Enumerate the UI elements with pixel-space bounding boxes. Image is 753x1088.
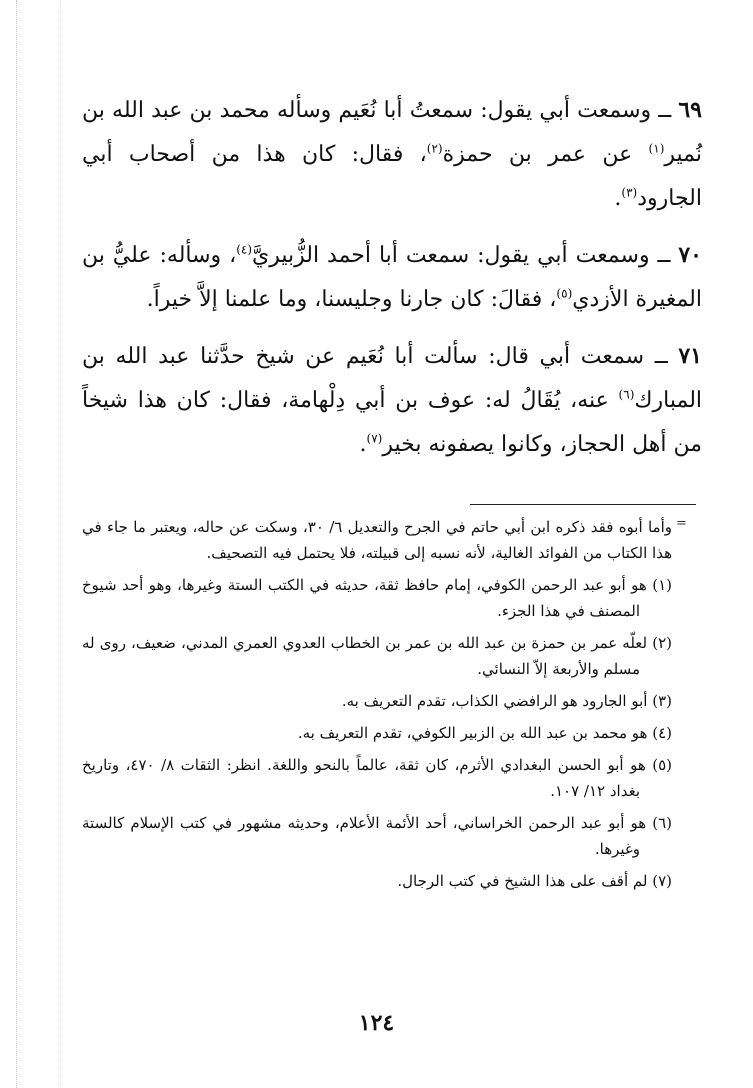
footnote-7 [82,868,672,894]
footnote-3 [82,688,672,714]
page-number: ١٢٤ [358,1010,395,1036]
continuation-mark: = [676,516,687,531]
footnotes [82,514,672,900]
footnote-number: (١) [652,576,672,594]
footnote-number: (٦) [652,814,672,832]
footnote-2 [82,630,672,682]
paragraph-text: عن عمر بن حمزة [442,142,649,167]
footnote-ref[interactable]: (٧) [366,431,383,446]
paragraph-text: ــ وسمعت أبي يقول: سمعت أبا أحمد الزُّبيريَّ [252,243,671,268]
paragraph-69 [82,88,702,221]
footnote-ref[interactable]: (٢) [426,141,443,156]
paragraph-number: ٧٠ [678,242,702,268]
paragraph-number: ٧١ [678,343,702,369]
paragraph-70 [82,233,702,322]
footnote-text: هو محمد بن عبد الله بن الزبير الكوفي، تقدم التعريف به. [297,724,648,742]
main-text [82,88,702,479]
paragraph-text: ، فقال: كان هذا من أصحاب أبي الجارود [82,142,702,211]
footnote-ref[interactable]: (٦) [618,387,635,402]
paragraph-text: . [359,432,367,457]
paragraph-text: ، فقالَ: كان جارنا وجليسنا، وما علمنا إلاَّ خيراً. [146,287,557,312]
footnote-ref[interactable]: (٣) [621,185,638,200]
footnote-5 [82,752,672,804]
footnote-4 [82,720,672,746]
footnote-number: (٤) [652,724,672,742]
footnote-ref[interactable]: (١) [648,141,665,156]
footnote-text: هو أبو عبد الرحمن الكوفي، إمام حافظ ثقة، حديثه في الكتب الستة وغيرها، وهو أحد شيوخ المصنف في هذا الجزء. [82,576,647,620]
footnote-ref[interactable]: (٤) [236,242,253,257]
paragraph-71 [82,334,702,467]
paragraph-text: . [614,186,622,211]
footnote-text: أبو الجارود هو الرافضي الكذاب، تقدم التعريف به. [341,692,648,710]
footnote-1 [82,572,672,624]
footnote-ref[interactable]: (٥) [556,286,573,301]
paragraph-text: ــ وسمعت أبي يقول: سمعتُ أبا نُعَيم وسأله محمد بن عبد الله بن نُمير [82,98,702,167]
footnote-number: (٥) [652,756,672,774]
footnote-continuation: وأما أبوه فقد ذكره ابن أبي حاتم في الجرح والتعديل ٦/ ٣٠، وسكت عن حاله، ويعتبر ما جاء في هذا الكتاب من الفوائد الغالية، لأنه نسبه إلى قبيلته، فلا يحتمل فيه التصحيف. [82,518,672,562]
paragraph-number: ٦٩ [678,97,702,123]
paragraph-text: ، وسأله: عليُّ بن المغيرة الأزدي [82,243,702,312]
footnote-text: هو أبو عبد الرحمن الخراساني، أحد الأئمة الأعلام، وحديثه مشهور في كتب الإسلام كالستة وغيرها. [82,814,647,858]
scan-margin-dots-inner [60,0,61,1088]
footnote-number: (٧) [652,872,672,890]
paragraph-text: ــ سمعت أبي قال: سألت أبا نُعَيم عن شيخ حدَّثنا عبد الله بن المبارك [82,344,703,413]
footnote-text: هو أبو الحسن البغدادي الأثرم، كان ثقة، عالماً بالنحو واللغة. انظر: الثقات ٨/ ٤٧٠، وتاريخ بغداد ١٢/ ١٠٧. [82,756,646,800]
footnote-text: لعلّه عمر بن حمزة بن عبد الله بن عمر بن الخطاب العدوي العمري المدني، ضعيف، روى له مسلم والأربعة إلاّ النسائي. [82,634,648,678]
scan-margin-dots [16,0,17,1088]
paragraph-text: عنه، يُقَالُ له: عوف بن أبي دِلْهامة، فقال: كان هذا شيخاً من أهل الحجاز، وكانوا يصفونه بخير [82,388,702,457]
footnote-6 [82,810,672,862]
footnote-text: لم أقف على هذا الشيخ في كتب الرجال. [397,872,648,890]
footnote-number: (٣) [652,692,672,710]
footnote-number: (٢) [652,634,672,652]
footnote-separator [470,504,696,505]
